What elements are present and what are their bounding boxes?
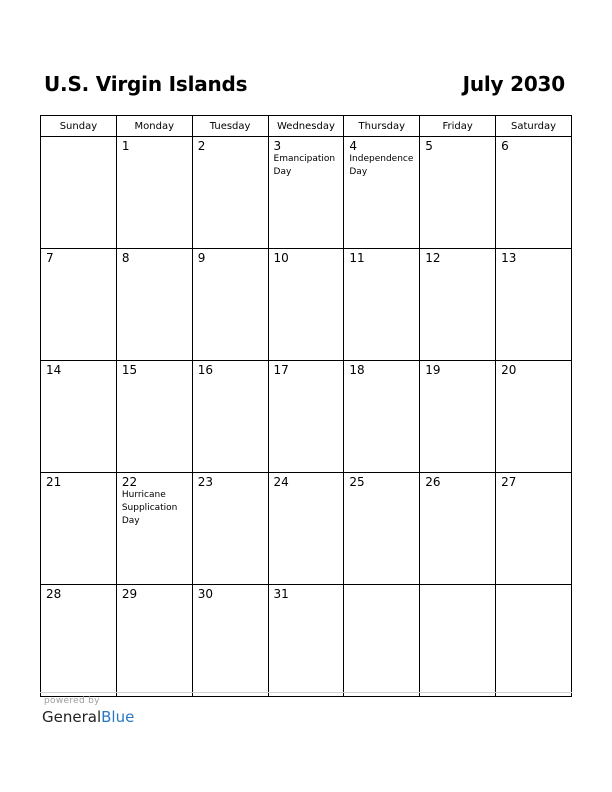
day-number: 5 bbox=[425, 139, 433, 153]
day-cell bbox=[116, 361, 192, 473]
day-cell bbox=[268, 361, 344, 473]
day-number: 8 bbox=[121, 251, 130, 265]
day-cell bbox=[41, 361, 117, 473]
day-cell bbox=[496, 361, 572, 473]
day-cell bbox=[268, 473, 344, 585]
weekday-tuesday: Tuesday bbox=[192, 116, 268, 137]
footer-divider bbox=[40, 692, 572, 693]
day-cell bbox=[268, 585, 344, 697]
day-cell bbox=[41, 249, 117, 361]
day-cell bbox=[496, 137, 572, 249]
day-number: 31 bbox=[273, 587, 289, 601]
generalblue-logo[interactable] bbox=[42, 708, 134, 726]
day-number: 22 bbox=[121, 475, 138, 489]
day-cell bbox=[420, 473, 496, 585]
holiday-label: Hurricane Supplication Day bbox=[121, 490, 178, 526]
day-cell bbox=[344, 585, 420, 697]
day-number: 12 bbox=[425, 251, 441, 265]
brand-blue-text: Blue bbox=[101, 708, 135, 726]
day-number: 14 bbox=[46, 363, 62, 377]
day-cell bbox=[420, 137, 496, 249]
day-number: 13 bbox=[501, 251, 517, 265]
day-number: 15 bbox=[121, 363, 138, 377]
day-cell bbox=[344, 249, 420, 361]
day-number: 29 bbox=[121, 587, 138, 601]
day-number: 21 bbox=[46, 475, 62, 489]
day-number: 4 bbox=[349, 139, 358, 153]
weekday-thursday: Thursday bbox=[344, 116, 420, 137]
day-number: 11 bbox=[349, 251, 365, 265]
week-row bbox=[41, 473, 572, 585]
day-cell bbox=[420, 361, 496, 473]
holiday-label: Emancipation Day bbox=[273, 154, 336, 177]
day-number: 7 bbox=[46, 251, 54, 265]
day-cell bbox=[496, 585, 572, 697]
day-cell bbox=[116, 137, 192, 249]
region-title: U.S. Virgin Islands bbox=[44, 72, 248, 96]
month-title: July 2030 bbox=[462, 72, 565, 96]
week-row bbox=[41, 585, 572, 697]
day-number: 17 bbox=[273, 363, 289, 377]
day-number: 20 bbox=[501, 363, 517, 377]
day-cell bbox=[496, 249, 572, 361]
day-number: 2 bbox=[197, 139, 206, 153]
day-cell bbox=[41, 473, 117, 585]
day-cell bbox=[268, 249, 344, 361]
day-number: 16 bbox=[197, 363, 213, 377]
day-cell bbox=[41, 137, 117, 249]
weekday-wednesday: Wednesday bbox=[268, 116, 344, 137]
day-number: 6 bbox=[501, 139, 509, 153]
day-cell bbox=[192, 137, 268, 249]
day-cell bbox=[192, 249, 268, 361]
day-number: 10 bbox=[273, 251, 289, 265]
day-cell bbox=[41, 585, 117, 697]
week-row bbox=[41, 249, 572, 361]
day-number: 28 bbox=[46, 587, 62, 601]
day-number: 9 bbox=[197, 251, 206, 265]
holiday-label: Independence Day bbox=[349, 154, 414, 177]
day-cell bbox=[192, 585, 268, 697]
day-cell bbox=[116, 473, 192, 585]
day-number: 27 bbox=[501, 475, 517, 489]
day-cell bbox=[344, 473, 420, 585]
weekday-sunday: Sunday bbox=[41, 116, 117, 137]
day-cell bbox=[344, 361, 420, 473]
weekday-header-row bbox=[41, 116, 572, 137]
week-row bbox=[41, 137, 572, 249]
day-cell bbox=[268, 137, 344, 249]
day-number: 1 bbox=[121, 139, 130, 153]
day-number: 23 bbox=[197, 475, 213, 489]
day-cell bbox=[496, 473, 572, 585]
weekday-saturday: Saturday bbox=[496, 116, 572, 137]
day-cell bbox=[344, 137, 420, 249]
day-cell bbox=[420, 249, 496, 361]
powered-by-text: powered by bbox=[44, 696, 100, 706]
day-cell bbox=[116, 585, 192, 697]
day-cell bbox=[192, 361, 268, 473]
day-number: 19 bbox=[425, 363, 441, 377]
calendar-grid bbox=[40, 115, 572, 697]
day-number: 25 bbox=[349, 475, 365, 489]
day-number: 24 bbox=[273, 475, 289, 489]
day-number: 18 bbox=[349, 363, 365, 377]
day-cell bbox=[420, 585, 496, 697]
weekday-monday: Monday bbox=[116, 116, 192, 137]
day-cell bbox=[192, 473, 268, 585]
brand-general-text: General bbox=[42, 708, 102, 726]
day-number: 3 bbox=[273, 139, 282, 153]
day-cell bbox=[116, 249, 192, 361]
week-row bbox=[41, 361, 572, 473]
weekday-friday: Friday bbox=[420, 116, 496, 137]
day-number: 26 bbox=[425, 475, 441, 489]
day-number: 30 bbox=[197, 587, 213, 601]
